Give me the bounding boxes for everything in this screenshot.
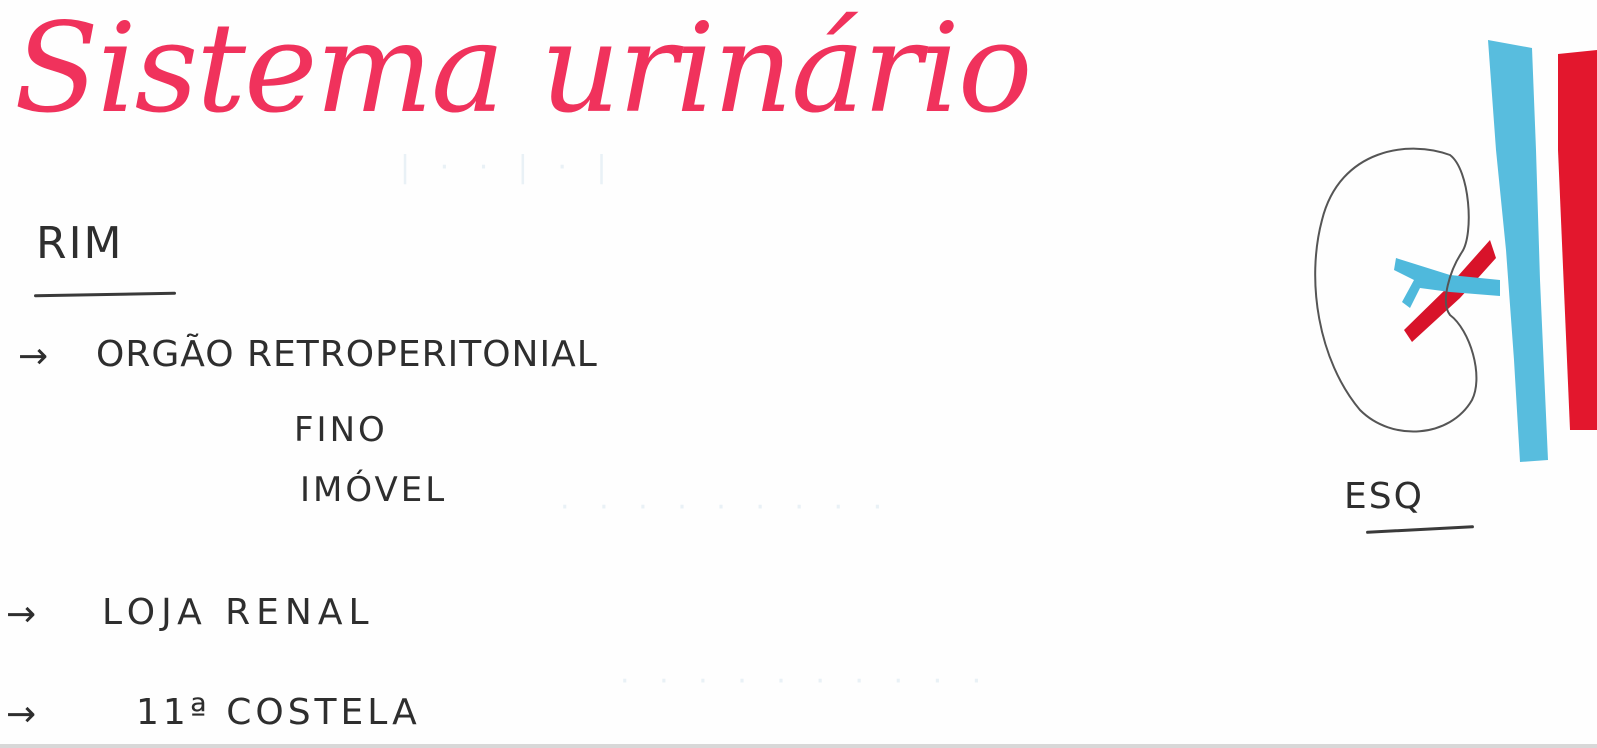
diagram-label-underline: [1366, 525, 1474, 534]
list-item: IMÓVEL: [300, 470, 448, 510]
arrow-right-icon: →: [6, 594, 37, 635]
bleed-through-line: | · · | · |: [400, 150, 617, 185]
section-heading: RIM: [36, 218, 124, 269]
list-item: ORGÃO RETROPERITONIAL: [96, 334, 598, 375]
bleed-through-line: · · · · · · · · ·: [560, 490, 893, 525]
list-item: FINO: [294, 410, 388, 450]
arrow-right-icon: →: [6, 694, 37, 735]
list-item: LOJA RENAL: [102, 592, 375, 633]
arrow-right-icon: →: [18, 336, 49, 377]
aorta-shape: [1558, 50, 1597, 430]
bottom-edge: [0, 744, 1597, 748]
list-item: 11ª COSTELA: [136, 692, 421, 733]
heading-underline: [34, 292, 176, 297]
diagram-label: ESQ: [1344, 476, 1424, 517]
vena-cava-shape: [1488, 40, 1548, 462]
page-title: Sistema urinário: [14, 0, 1031, 141]
left-kidney-icon: [1300, 30, 1597, 480]
bleed-through-line: · · · · · · · · · ·: [620, 664, 992, 699]
